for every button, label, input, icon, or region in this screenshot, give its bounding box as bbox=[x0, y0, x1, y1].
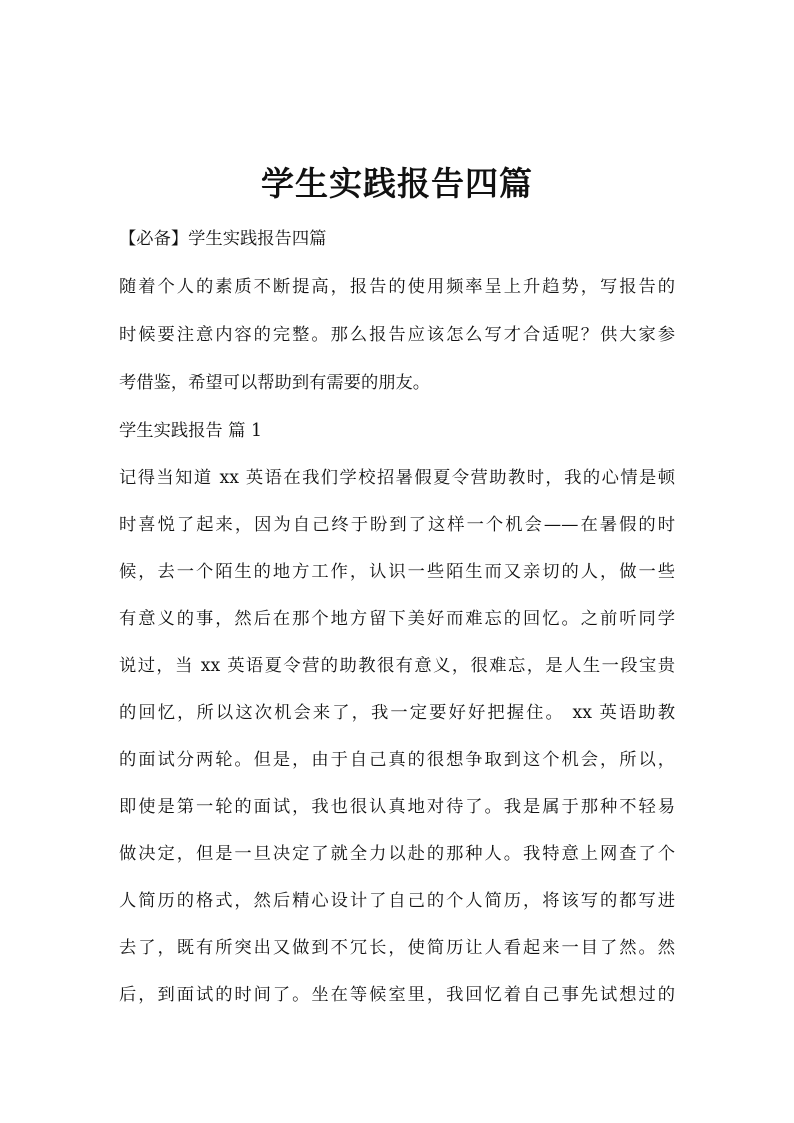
body-line-11: 去了，既有所突出又做到不冗长，使简历让人看起来一目了然。然 bbox=[119, 938, 675, 958]
document-title: 学生实践报告四篇 bbox=[261, 164, 533, 203]
body-line-1: 记得当知道 xx 英语在我们学校招暑假夏令营助教时，我的心情是顿 bbox=[119, 468, 675, 488]
body-line-9: 做决定，但是一旦决定了就全力以赴的那种人。我特意上网查了个 bbox=[119, 844, 675, 864]
body-line-6: 的回忆，所以这次机会来了，我一定要好好把握住。 xx 英语助教 bbox=[119, 703, 675, 723]
body-line-12: 后，到面试的时间了。坐在等候室里，我回忆着自己事先试想过的 bbox=[119, 985, 675, 1005]
body-line-4: 有意义的事，然后在那个地方留下美好而难忘的回忆。之前听同学 bbox=[119, 609, 675, 629]
body-line-8: 即使是第一轮的面试，我也很认真地对待了。我是属于那种不轻易 bbox=[119, 797, 675, 817]
intro-line-1: 随着个人的素质不断提高，报告的使用频率呈上升趋势，写报告的 bbox=[119, 277, 675, 297]
document-subtitle: 【必备】学生实践报告四篇 bbox=[119, 229, 327, 249]
body-line-5: 说过，当 xx 英语夏令营的助教很有意义，很难忘，是人生一段宝贵 bbox=[119, 656, 675, 676]
intro-line-2: 时候要注意内容的完整。那么报告应该怎么写才合适呢？供大家参 bbox=[119, 325, 675, 345]
body-line-2: 时喜悦了起来，因为自己终于盼到了这样一个机会——在暑假的时 bbox=[119, 515, 675, 535]
body-line-3: 候，去一个陌生的地方工作，认识一些陌生而又亲切的人，做一些 bbox=[119, 562, 675, 582]
body-line-10: 人简历的格式，然后精心设计了自己的个人简历，将该写的都写进 bbox=[119, 891, 675, 911]
intro-line-3: 考借鉴，希望可以帮助到有需要的朋友。 bbox=[119, 373, 431, 393]
body-line-7: 的面试分两轮。但是，由于自己真的很想争取到这个机会，所以， bbox=[119, 750, 675, 770]
section-heading: 学生实践报告 篇 1 bbox=[119, 421, 262, 441]
